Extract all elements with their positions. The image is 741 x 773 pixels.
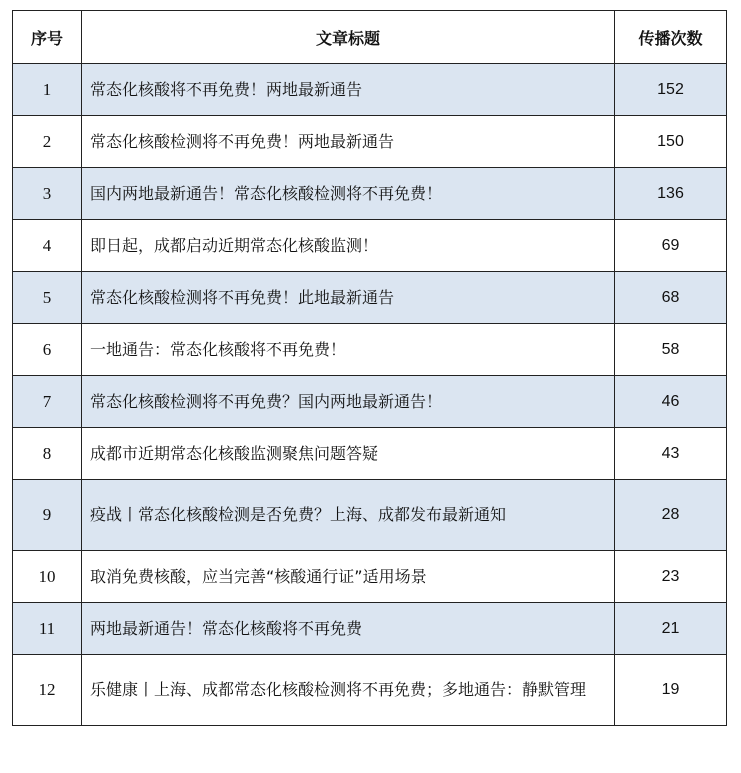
- row-index: 6: [13, 324, 82, 376]
- row-index: 12: [13, 655, 82, 726]
- row-index: 9: [13, 480, 82, 551]
- ranking-table: [12, 10, 727, 726]
- row-index: 11: [13, 603, 82, 655]
- table-header-row: [13, 11, 727, 64]
- column-header-index: 序号: [13, 11, 82, 64]
- row-title: 常态化核酸检测将不再免费？国内两地最新通告！: [82, 376, 615, 428]
- row-count: 23: [615, 551, 727, 603]
- row-index: 1: [13, 64, 82, 116]
- table-row: [13, 655, 727, 726]
- row-title: 乐健康丨上海、成都常态化核酸检测将不再免费；多地通告：静默管理: [82, 655, 615, 726]
- row-title: 疫战丨常态化核酸检测是否免费？上海、成都发布最新通知: [82, 480, 615, 551]
- row-count: 58: [615, 324, 727, 376]
- row-index: 7: [13, 376, 82, 428]
- row-index: 8: [13, 428, 82, 480]
- table-row: [13, 551, 727, 603]
- row-index: 3: [13, 168, 82, 220]
- table-row: [13, 376, 727, 428]
- row-title: 常态化核酸检测将不再免费！两地最新通告: [82, 116, 615, 168]
- table-row: [13, 428, 727, 480]
- row-title: 一地通告：常态化核酸将不再免费！: [82, 324, 615, 376]
- row-count: 46: [615, 376, 727, 428]
- row-title: 常态化核酸检测将不再免费！此地最新通告: [82, 272, 615, 324]
- table-row: [13, 272, 727, 324]
- table-row: [13, 116, 727, 168]
- column-header-count: 传播次数: [615, 11, 727, 64]
- row-count: 150: [615, 116, 727, 168]
- row-index: 4: [13, 220, 82, 272]
- row-count: 21: [615, 603, 727, 655]
- row-count: 28: [615, 480, 727, 551]
- table-row: [13, 64, 727, 116]
- row-count: 68: [615, 272, 727, 324]
- row-title: 成都市近期常态化核酸监测聚焦问题答疑: [82, 428, 615, 480]
- row-title: 国内两地最新通告！常态化核酸检测将不再免费！: [82, 168, 615, 220]
- row-count: 19: [615, 655, 727, 726]
- row-count: 152: [615, 64, 727, 116]
- row-title: 两地最新通告！常态化核酸将不再免费: [82, 603, 615, 655]
- row-count: 136: [615, 168, 727, 220]
- row-title: 常态化核酸将不再免费！两地最新通告: [82, 64, 615, 116]
- row-index: 2: [13, 116, 82, 168]
- row-title: 即日起，成都启动近期常态化核酸监测！: [82, 220, 615, 272]
- row-count: 69: [615, 220, 727, 272]
- table-row: [13, 324, 727, 376]
- table-row: [13, 603, 727, 655]
- row-count: 43: [615, 428, 727, 480]
- row-title: 取消免费核酸，应当完善“核酸通行证”适用场景: [82, 551, 615, 603]
- table-row: [13, 168, 727, 220]
- row-index: 5: [13, 272, 82, 324]
- column-header-title: 文章标题: [82, 11, 615, 64]
- table-row: [13, 480, 727, 551]
- row-index: 10: [13, 551, 82, 603]
- table-row: [13, 220, 727, 272]
